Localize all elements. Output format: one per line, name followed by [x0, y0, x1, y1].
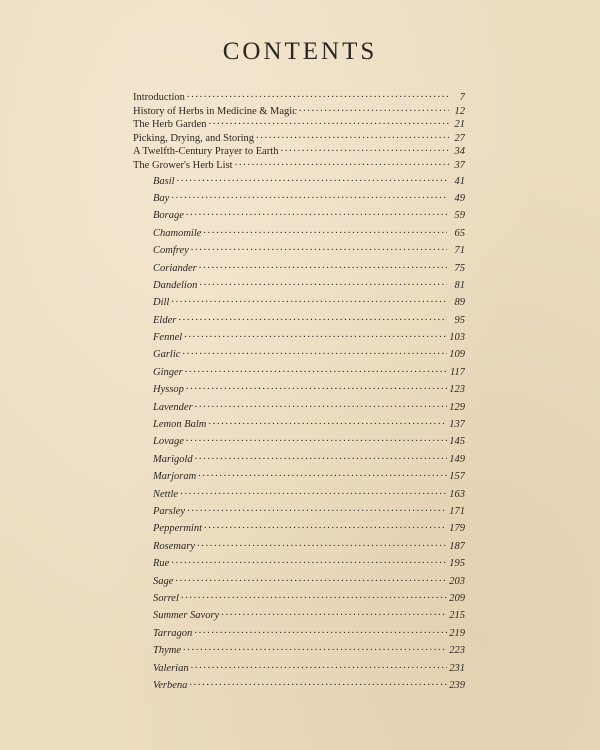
page-number: 12 — [454, 105, 465, 117]
page-number: 157 — [449, 471, 465, 483]
dot-leader — [198, 467, 447, 479]
dot-leader — [235, 158, 449, 168]
page-number: 209 — [449, 592, 465, 604]
entry-label: Sage — [153, 575, 174, 587]
toc-herb-entry[interactable] — [133, 259, 465, 276]
entry-label: Picking, Drying, and Storing — [133, 132, 255, 144]
dot-leader — [195, 450, 447, 462]
page-number: 239 — [449, 679, 465, 691]
page-number: 37 — [454, 159, 465, 171]
entry-label: Comfrey — [153, 245, 189, 257]
page-number: 59 — [454, 210, 465, 222]
dot-leader — [171, 189, 447, 201]
entry-label: Tarragon — [153, 627, 193, 639]
dot-leader — [177, 172, 447, 184]
toc-herb-entry[interactable] — [133, 432, 465, 449]
dot-leader — [186, 432, 447, 444]
dot-leader — [194, 624, 447, 636]
entry-label: Introduction — [133, 92, 185, 103]
entry-label: Parsley — [153, 505, 186, 517]
page-number: 203 — [449, 575, 465, 587]
dot-leader — [181, 589, 447, 601]
toc-herb-entry[interactable] — [133, 380, 465, 397]
dot-leader — [186, 380, 447, 392]
toc-herb-entry[interactable] — [133, 189, 465, 206]
page-number: 231 — [449, 662, 465, 674]
dot-leader — [299, 104, 449, 114]
entry-label: Basil — [153, 175, 175, 187]
dot-leader — [204, 519, 447, 531]
page-number: 171 — [449, 505, 465, 517]
entry-label: Peppermint — [153, 523, 202, 535]
page-number: 71 — [454, 245, 465, 257]
toc-herb-entry[interactable] — [133, 537, 465, 554]
page-number: 123 — [449, 384, 465, 396]
page-number: 187 — [449, 540, 465, 552]
dot-leader — [191, 659, 447, 671]
entry-label: Ginger — [153, 366, 183, 378]
page-number: 89 — [454, 297, 465, 309]
dot-leader — [171, 293, 447, 305]
entry-label: Nettle — [153, 488, 179, 500]
entry-label: Coriander — [153, 262, 197, 274]
entry-label: Verbena — [153, 679, 188, 691]
entry-label: Borage — [153, 210, 184, 222]
entry-label: Sorrel — [153, 592, 179, 604]
entry-label: Lavender — [153, 401, 193, 413]
entry-label: Chamomile — [153, 227, 202, 239]
dot-leader — [186, 206, 447, 218]
entry-label: Marjoram — [153, 471, 197, 483]
dot-leader — [175, 572, 447, 584]
toc-herb-entry[interactable] — [133, 606, 465, 623]
page-number: 34 — [454, 146, 465, 158]
toc-herb-entry[interactable] — [133, 363, 465, 380]
entry-label: History of Herbs in Medicine & Magic — [133, 105, 297, 117]
page-number: 41 — [454, 175, 465, 187]
dot-leader — [180, 485, 447, 497]
page-number: 195 — [449, 558, 465, 570]
entry-label: A Twelfth-Century Prayer to Earth — [133, 146, 279, 158]
page-number: 149 — [449, 453, 465, 465]
page-number: 27 — [454, 132, 465, 144]
entry-label: Marigold — [153, 453, 193, 465]
toc-herb-entry[interactable] — [133, 572, 465, 589]
page-number: 137 — [449, 419, 465, 431]
section-list — [133, 90, 465, 172]
dot-leader — [182, 345, 447, 357]
dot-leader — [185, 363, 447, 375]
table-of-contents — [133, 90, 465, 693]
entry-label: Dandelion — [153, 279, 198, 291]
dot-leader — [178, 311, 447, 323]
toc-herb-entry[interactable] — [133, 676, 465, 693]
entry-label: Fennel — [153, 332, 183, 344]
dot-leader — [208, 117, 449, 127]
page-number: 65 — [454, 227, 465, 239]
page-number: 81 — [454, 279, 465, 291]
toc-herb-entry[interactable] — [133, 659, 465, 676]
dot-leader — [171, 554, 447, 566]
page-number: 215 — [449, 610, 465, 622]
toc-entry[interactable] — [133, 117, 465, 131]
page-number: 103 — [449, 332, 465, 344]
toc-entry[interactable] — [133, 104, 465, 118]
toc-herb-entry[interactable] — [133, 328, 465, 345]
toc-herb-entry[interactable] — [133, 224, 465, 241]
toc-herb-entry[interactable] — [133, 206, 465, 223]
toc-entry[interactable] — [133, 144, 465, 158]
entry-label: Dill — [153, 297, 170, 309]
dot-leader — [184, 328, 447, 340]
dot-leader — [203, 224, 447, 236]
page-number: 223 — [449, 645, 465, 657]
dot-leader — [199, 259, 447, 271]
toc-herb-entry[interactable] — [133, 276, 465, 293]
page-number: 129 — [449, 401, 465, 413]
dot-leader — [187, 502, 447, 514]
entry-label: Thyme — [153, 645, 181, 657]
toc-entry[interactable] — [133, 158, 465, 172]
entry-label: Garlic — [153, 349, 181, 361]
toc-entry[interactable] — [133, 131, 465, 145]
page-number: 145 — [449, 436, 465, 448]
toc-herb-entry[interactable] — [133, 172, 465, 189]
page-number: 95 — [454, 314, 465, 326]
toc-herb-entry[interactable] — [133, 241, 465, 258]
dot-leader — [208, 415, 447, 427]
entry-label: Lovage — [153, 436, 184, 448]
toc-herb-entry[interactable] — [133, 519, 465, 536]
entry-label: Summer Savory — [153, 610, 220, 622]
toc-herb-entry[interactable] — [133, 624, 465, 641]
toc-herb-entry[interactable] — [133, 450, 465, 467]
entry-label: The Herb Garden — [133, 119, 207, 131]
dot-leader — [187, 90, 449, 100]
dot-leader — [280, 144, 449, 154]
toc-herb-entry[interactable] — [133, 641, 465, 658]
page-number: 109 — [449, 349, 465, 361]
dot-leader — [199, 276, 447, 288]
entry-label: Lemon Balm — [153, 419, 207, 431]
toc-entry[interactable] — [133, 90, 465, 104]
entry-label: Elder — [153, 314, 177, 326]
page-number: 7 — [459, 92, 465, 103]
herb-list — [133, 172, 465, 694]
toc-herb-entry[interactable] — [133, 345, 465, 362]
page-number: 179 — [449, 523, 465, 535]
dot-leader — [221, 606, 447, 618]
entry-label: Valerian — [153, 662, 189, 674]
page-title: CONTENTS — [222, 38, 378, 65]
toc-herb-entry[interactable] — [133, 589, 465, 606]
dot-leader — [197, 537, 447, 549]
page-number: 49 — [454, 192, 465, 204]
toc-herb-entry[interactable] — [133, 415, 465, 432]
entry-label: The Grower's Herb List — [133, 159, 233, 171]
dot-leader — [195, 398, 447, 410]
dot-leader — [183, 641, 447, 653]
toc-herb-entry[interactable] — [133, 502, 465, 519]
entry-label: Bay — [153, 192, 170, 204]
toc-herb-entry[interactable] — [133, 398, 465, 415]
entry-label: Hyssop — [153, 384, 184, 396]
page-number: 219 — [449, 627, 465, 639]
page-number: 117 — [450, 366, 465, 378]
toc-herb-entry[interactable] — [133, 311, 465, 328]
toc-herb-entry[interactable] — [133, 485, 465, 502]
page-number: 75 — [454, 262, 465, 274]
page-number: 163 — [449, 488, 465, 500]
toc-herb-entry[interactable] — [133, 293, 465, 310]
entry-label: Rue — [153, 558, 170, 570]
dot-leader — [189, 676, 447, 688]
page-number: 21 — [454, 119, 465, 131]
dot-leader — [191, 241, 447, 253]
entry-label: Rosemary — [153, 540, 195, 552]
toc-herb-entry[interactable] — [133, 554, 465, 571]
dot-leader — [256, 131, 449, 141]
toc-herb-entry[interactable] — [133, 467, 465, 484]
